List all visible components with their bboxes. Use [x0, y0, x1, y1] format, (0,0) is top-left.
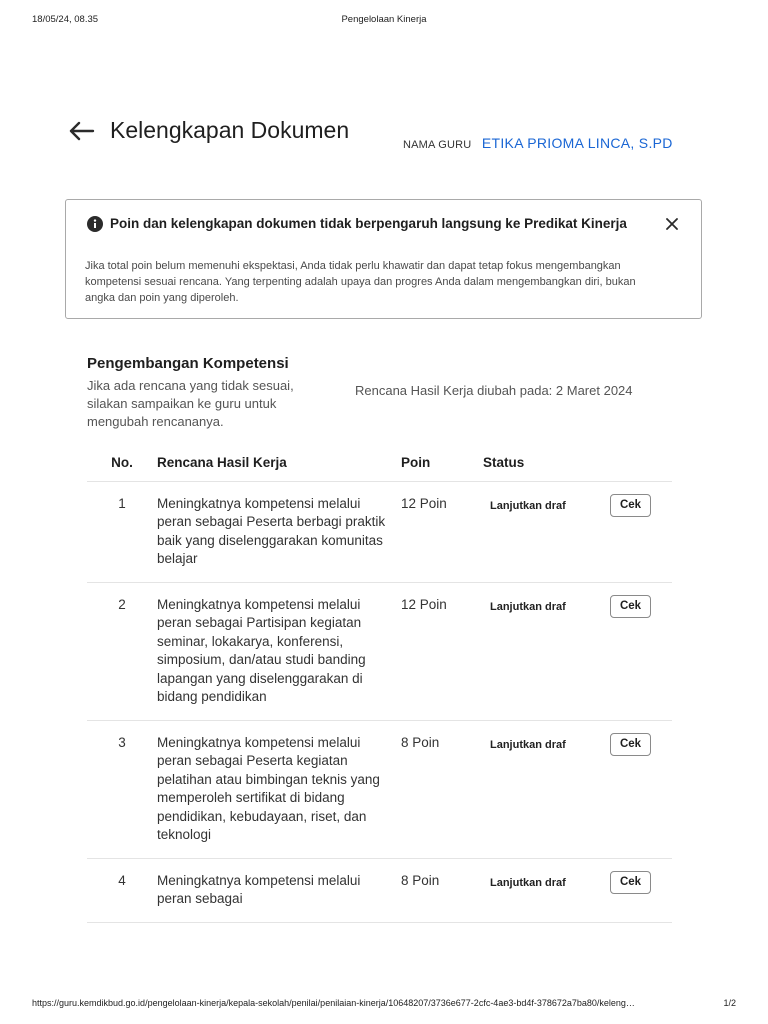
- row-status: Lanjutkan draf: [490, 600, 566, 613]
- teacher-label: NAMA GURU: [403, 139, 472, 151]
- row-status: Lanjutkan draf: [490, 876, 566, 889]
- col-header-status: Status: [483, 455, 525, 471]
- row-status-cell: [483, 720, 610, 858]
- section-description: Jika ada rencana yang tidak sesuai, silakan sampaikan ke guru untuk mengubah rencananya.: [87, 378, 294, 429]
- table-row: [87, 858, 672, 922]
- cek-button[interactable]: Cek: [610, 871, 651, 894]
- row-poin: 8 Poin: [401, 734, 440, 750]
- section-updated-date: Rencana Hasil Kerja diubah pada: 2 Maret 2024: [355, 383, 633, 398]
- col-header-rhk: Rencana Hasil Kerja: [157, 455, 287, 471]
- section-title: Pengembangan Kompetensi: [87, 355, 289, 372]
- notice-title: Poin dan kelengkapan dokumen tidak berpengaruh langsung ke Predikat Kinerja: [110, 216, 627, 231]
- notice-body: Jika total poin belum memenuhi ekspektasi, Anda tidak perlu khawatir dan dapat tetap fokus mengembangkan kompetensi sesuai rencana. Yang terpenting adalah upaya dan progres Anda dalam mengembangkan diri, bukan angka dan poin yang diperoleh.: [85, 260, 636, 304]
- page-title: Kelengkapan Dokumen: [110, 117, 350, 143]
- print-footer: [32, 998, 736, 1010]
- table-row: [87, 481, 672, 582]
- print-url: https://guru.kemdikbud.go.id/pengelolaan-kinerja/kepala-sekolah/penilai/penilaian-kinerja/10648207/3736e677-2cfc-4ae3-bd4f-378672a7ba80/keleng…: [32, 998, 635, 1008]
- table-row: [87, 720, 672, 858]
- row-rhk: Meningkatnya kompetensi melalui peran sebagai Partisipan kegiatan seminar, lokakarya, konferensi, simposium, dan/atau studi banding lapangan yang diselenggarakan di bidang pendidikan: [157, 596, 366, 704]
- table-row: [87, 582, 672, 720]
- info-icon: [87, 216, 103, 232]
- cek-button[interactable]: Cek: [610, 733, 651, 756]
- row-poin: 8 Poin: [401, 872, 440, 888]
- col-header-action: [610, 445, 672, 481]
- info-notice: [65, 199, 702, 319]
- row-poin: 12 Poin: [401, 495, 447, 511]
- row-action-cell: [610, 858, 672, 922]
- col-header-no: No.: [111, 455, 133, 471]
- rhk-table: [87, 445, 672, 923]
- row-rhk: Meningkatnya kompetensi melalui peran sebagai: [157, 872, 361, 906]
- back-button[interactable]: [66, 118, 96, 144]
- row-action-cell: [610, 720, 672, 858]
- close-icon: [666, 218, 678, 230]
- row-poin: 12 Poin: [401, 596, 447, 612]
- row-number: 4: [118, 872, 126, 888]
- close-notice-button[interactable]: [663, 215, 681, 233]
- cek-button[interactable]: Cek: [610, 494, 651, 517]
- row-number: 1: [118, 495, 126, 511]
- cek-button[interactable]: Cek: [610, 595, 651, 618]
- arrow-left-icon: [67, 120, 95, 142]
- row-action-cell: [610, 582, 672, 720]
- row-rhk: Meningkatnya kompetensi melalui peran sebagai Peserta berbagi praktik baik yang diselenggarakan komunitas belajar: [157, 495, 386, 566]
- print-timestamp: 18/05/24, 08.35: [32, 14, 99, 25]
- print-page-number: 1/2: [723, 998, 736, 1008]
- row-status: Lanjutkan draf: [490, 738, 566, 751]
- print-page-title: Pengelolaan Kinerja: [341, 14, 427, 25]
- teacher-info: [403, 135, 673, 153]
- row-status-cell: [483, 858, 610, 922]
- row-status: Lanjutkan draf: [490, 499, 566, 512]
- row-rhk: Meningkatnya kompetensi melalui peran sebagai Peserta kegiatan pelatihan atau bimbingan teknis yang memperoleh sertifikat di bidang pendidikan, kebudayaan, riset, dan teknologi: [157, 734, 380, 842]
- col-header-poin: Poin: [401, 455, 431, 471]
- table-header-row: [87, 445, 672, 481]
- row-status-cell: [483, 481, 610, 582]
- row-status-cell: [483, 582, 610, 720]
- row-number: 3: [118, 734, 126, 750]
- row-action-cell: [610, 481, 672, 582]
- competency-section: [87, 355, 672, 429]
- row-number: 2: [118, 596, 126, 612]
- print-header: [32, 14, 736, 26]
- page-header: [66, 116, 702, 176]
- teacher-name: ETIKA PRIOMA LINCA, S.PD: [481, 135, 673, 151]
